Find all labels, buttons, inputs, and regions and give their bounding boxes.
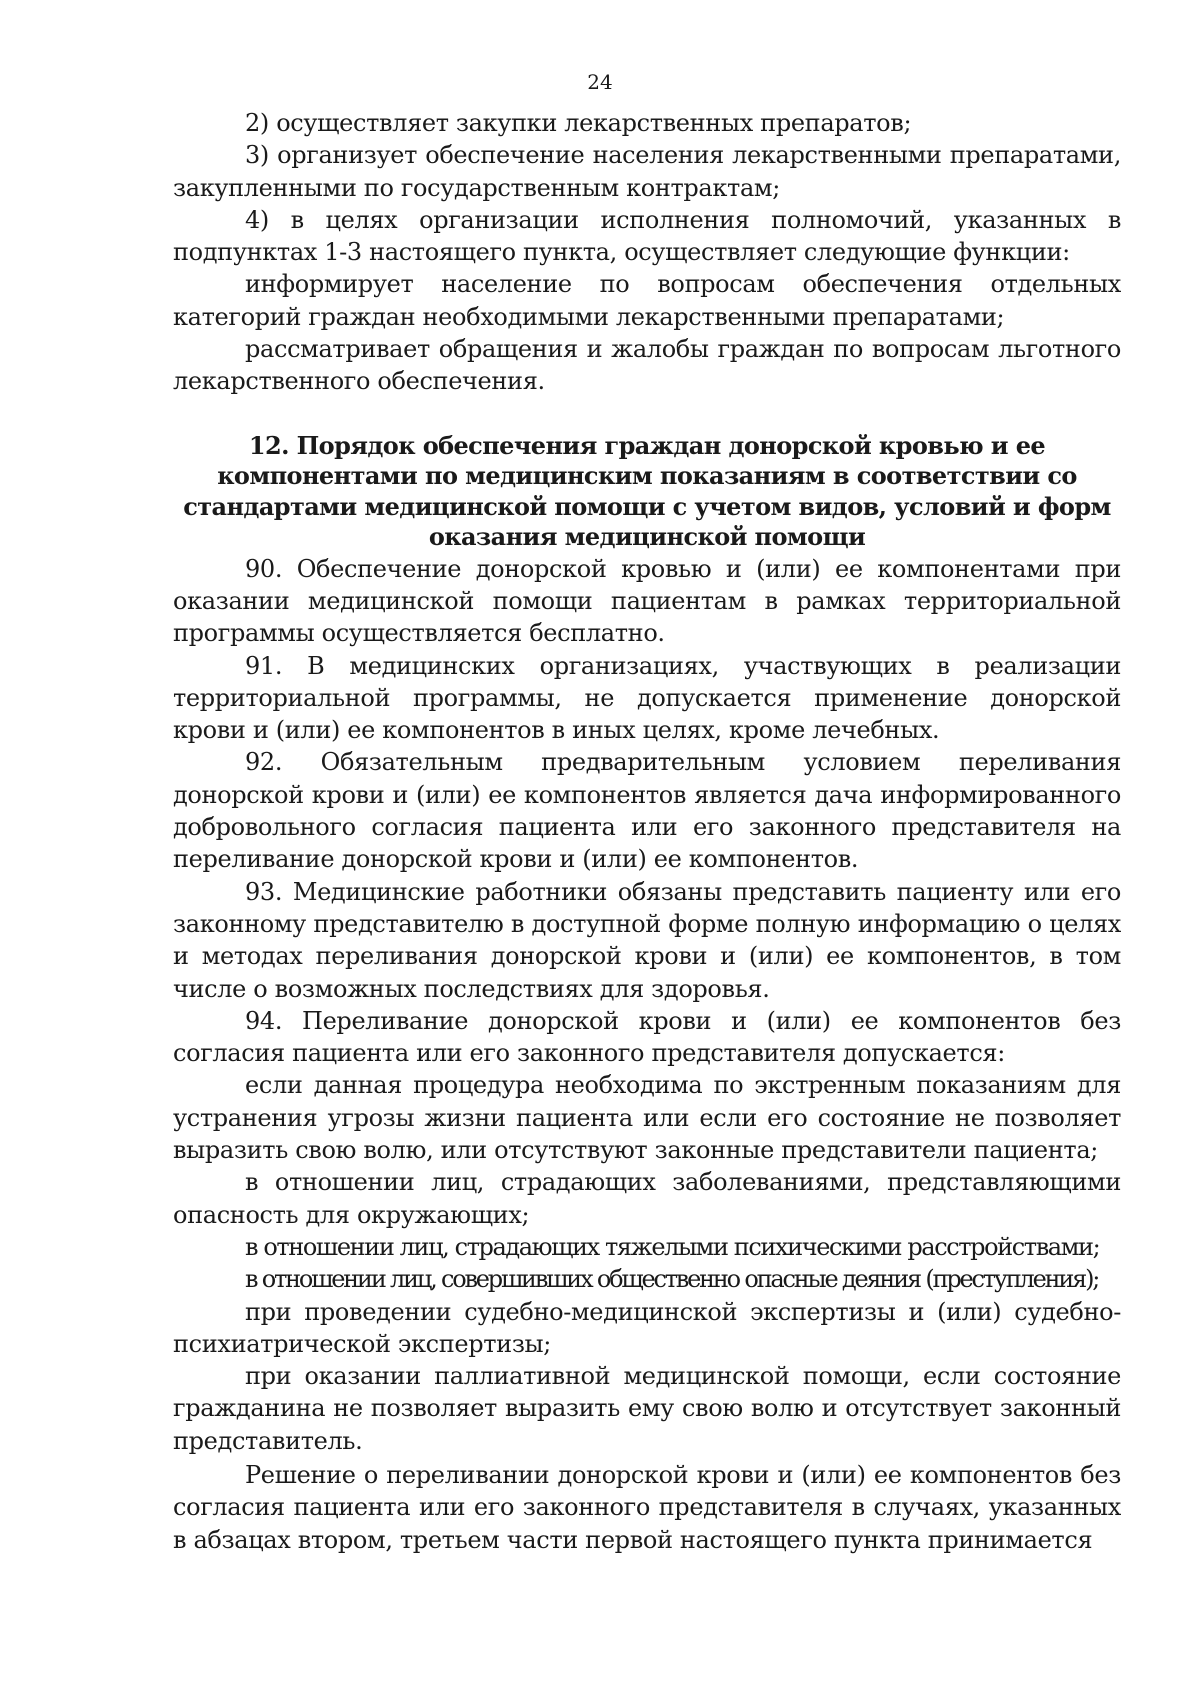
paragraph-function-inform: информирует население по вопросам обеспечения отдельных категорий граждан необходимыми лекарственными препаратами; — [173, 270, 1121, 331]
paragraph-94: 94. Переливание донорской крови и (или) ее компонентов без согласия пациента или его законного представителя допускается: — [173, 1006, 1121, 1068]
page-number: 24 — [587, 70, 613, 94]
paragraph-item-4: 4) в целях организации исполнения полномочий, указанных в подпунктах 1-3 настоящего пункта, осуществляет следующие функции: — [173, 205, 1121, 267]
paragraph-92: 92. Обязательным предварительным условием переливания донорской крови и (или) ее компонентов является дача информированного добровольного согласия пациента или его законного представителя на переливание донорской крови и (или) ее компонентов. — [173, 748, 1121, 874]
paragraph-item-2: 2) осуществляет закупки лекарственных препаратов; — [245, 109, 912, 137]
paragraph-94-emergency: если данная процедура необходима по экстренным показаниям для устранения угрозы жизни пациента или если его состояние не позволяет выразить свою волю, или отсутствуют законные представители пациента; — [173, 1071, 1121, 1165]
document-body — [173, 107, 1121, 1556]
paragraph-decision: Решение о переливании донорской крови и (или) ее компонентов без согласия пациента или его законного представителя в случаях, указанных в абзацах втором, третьем части первой настоящего пункта принимается — [173, 1460, 1121, 1554]
section-heading: 12. Порядок обеспечения граждан донорской кровью и ее компонентами по медицинским показаниям в соответствии со стандартами медицинской помощи с учетом видов, условий и форм оказания медицинской помощи — [183, 430, 1111, 552]
paragraph-94-palliative: при оказании паллиативной медицинской помощи, если состояние гражданина не позволяет выразить ему свою волю и отсутствует законный представитель. — [173, 1362, 1121, 1455]
paragraph-91: 91. В медицинских организациях, участвующих в реализации территориальной программы, не допускается применение донорской крови и (или) ее компонентов в иных целях, кроме лечебных. — [173, 651, 1121, 745]
paragraph-94-expertise: при проведении судебно-медицинской экспертизы и (или) судебно-психиатрической экспертизы; — [173, 1297, 1121, 1358]
paragraph-94-crimes: в отношении лиц, совершивших общественно опасные деяния (преступления); — [245, 1265, 1099, 1294]
paragraph-94-contagious: в отношении лиц, страдающих заболеваниями, представляющими опасность для окружающих; — [173, 1168, 1121, 1229]
paragraph-90: 90. Обеспечение донорской кровью и (или) ее компонентами при оказании медицинской помощи пациентам в рамках территориальной программы осуществляется бесплатно. — [173, 554, 1121, 648]
paragraph-94-mental: в отношении лиц, страдающих тяжелыми психическими расстройствами; — [245, 1232, 1100, 1261]
paragraph-function-complaints: рассматривает обращения и жалобы граждан по вопросам льготного лекарственного обеспечения. — [173, 335, 1121, 396]
paragraph-93: 93. Медицинские работники обязаны представить пациенту или его законному представителю в доступной форме полную информацию о целях и методах переливания донорской крови и (или) ее компонентов, в том числе о возможных последствиях для здоровья. — [173, 877, 1121, 1003]
paragraph-item-3: 3) организует обеспечение населения лекарственными препаратами, закупленными по государственным контрактам; — [173, 141, 1121, 202]
